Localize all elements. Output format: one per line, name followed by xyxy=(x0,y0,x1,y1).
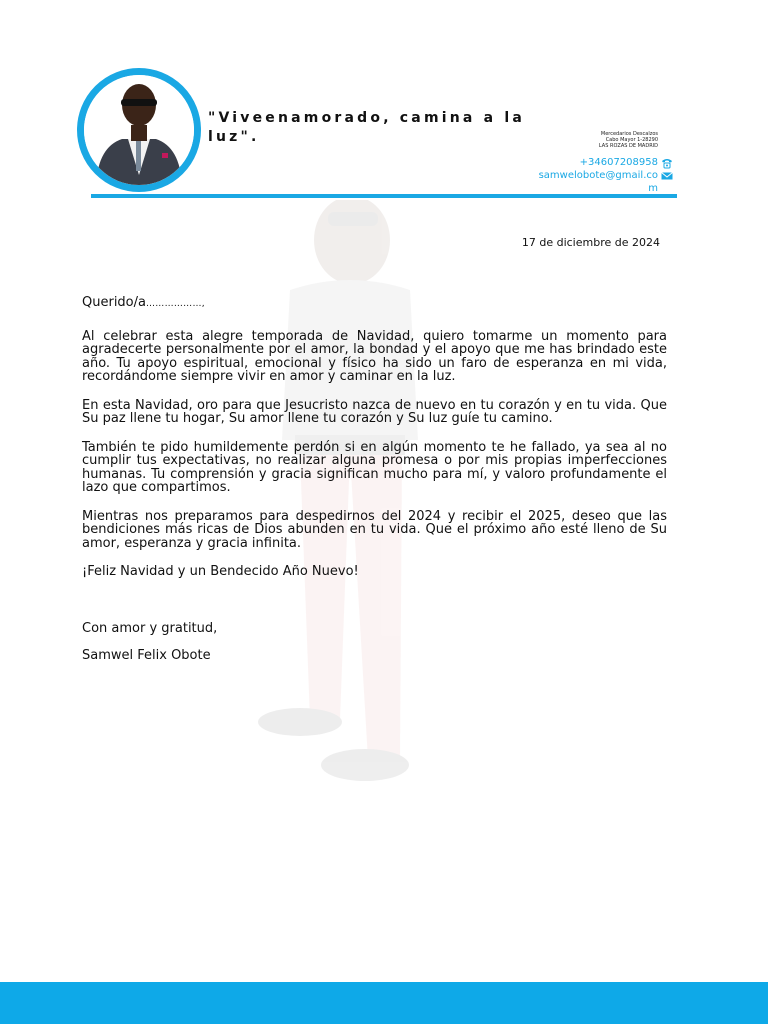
phone-row xyxy=(533,156,673,169)
email-row xyxy=(533,169,673,195)
salutation-blank: ………………, xyxy=(145,299,205,309)
header-quote: "Viveenamorado, camina a la luz". xyxy=(208,110,525,145)
phone-number[interactable]: +34607208958 xyxy=(579,157,658,168)
email-address[interactable]: samwelobote@gmail.com xyxy=(538,170,658,194)
signature: Samwel Felix Obote xyxy=(82,648,211,663)
avatar xyxy=(77,68,201,192)
salutation-text: Querido/a xyxy=(82,295,146,310)
paragraph: También te pido humildemente perdón si en algún momento te he fallado, ya sea al no cumplir tus expectativas, no realizar alguna promesa o por mis propias imperfecciones humanas. Tu comprensión y gracia significan mucho para mí, y valoro profundamente el lazo que compartimos. xyxy=(82,439,667,495)
phone-icon xyxy=(661,157,673,169)
letter-date: 17 de diciembre de 2024 xyxy=(521,236,660,249)
paragraph: ¡Feliz Navidad y un Bendecido Año Nuevo! xyxy=(82,564,359,579)
sender-address xyxy=(560,131,658,150)
paragraph: Al celebrar esta alegre temporada de Navidad, quiero tomarme un momento para agradecerte personalmente por el amor, la bondad y el apoyo que me has brindado este año. Tu apoyo espiritual, emocional y físico ha sido un faro de esperanza en mi vida, recordándome siempre vivir en amor y caminar en la luz. xyxy=(82,328,667,384)
contact-block xyxy=(533,156,673,195)
letter-body xyxy=(82,296,667,663)
header-divider xyxy=(91,194,677,198)
address-line: Cabo Mayor 1-28290 xyxy=(605,137,658,144)
address-line: Mercedarios Descalzos xyxy=(600,131,658,137)
address-line: LAS ROZAS DE MADRID xyxy=(598,143,658,150)
paragraph: En esta Navidad, oro para que Jesucristo nazca de nuevo en tu corazón y en tu vida. Que Su paz llene tu hogar, Su amor llene tu corazón y Su luz guíe tu camino. xyxy=(82,397,667,426)
paragraph: Mientras nos preparamos para despedirnos del 2024 y recibir el 2025, deseo que las bendiciones más ricas de Dios abunden en tu vida. Que el próximo año esté lleno de Su amor, esperanza y gracia infinita. xyxy=(82,508,667,551)
envelope-icon xyxy=(661,170,673,182)
salutation xyxy=(82,296,667,312)
closing: Con amor y gratitud, xyxy=(82,620,218,636)
footer-bar xyxy=(0,982,768,1024)
portrait-photo xyxy=(84,75,194,185)
